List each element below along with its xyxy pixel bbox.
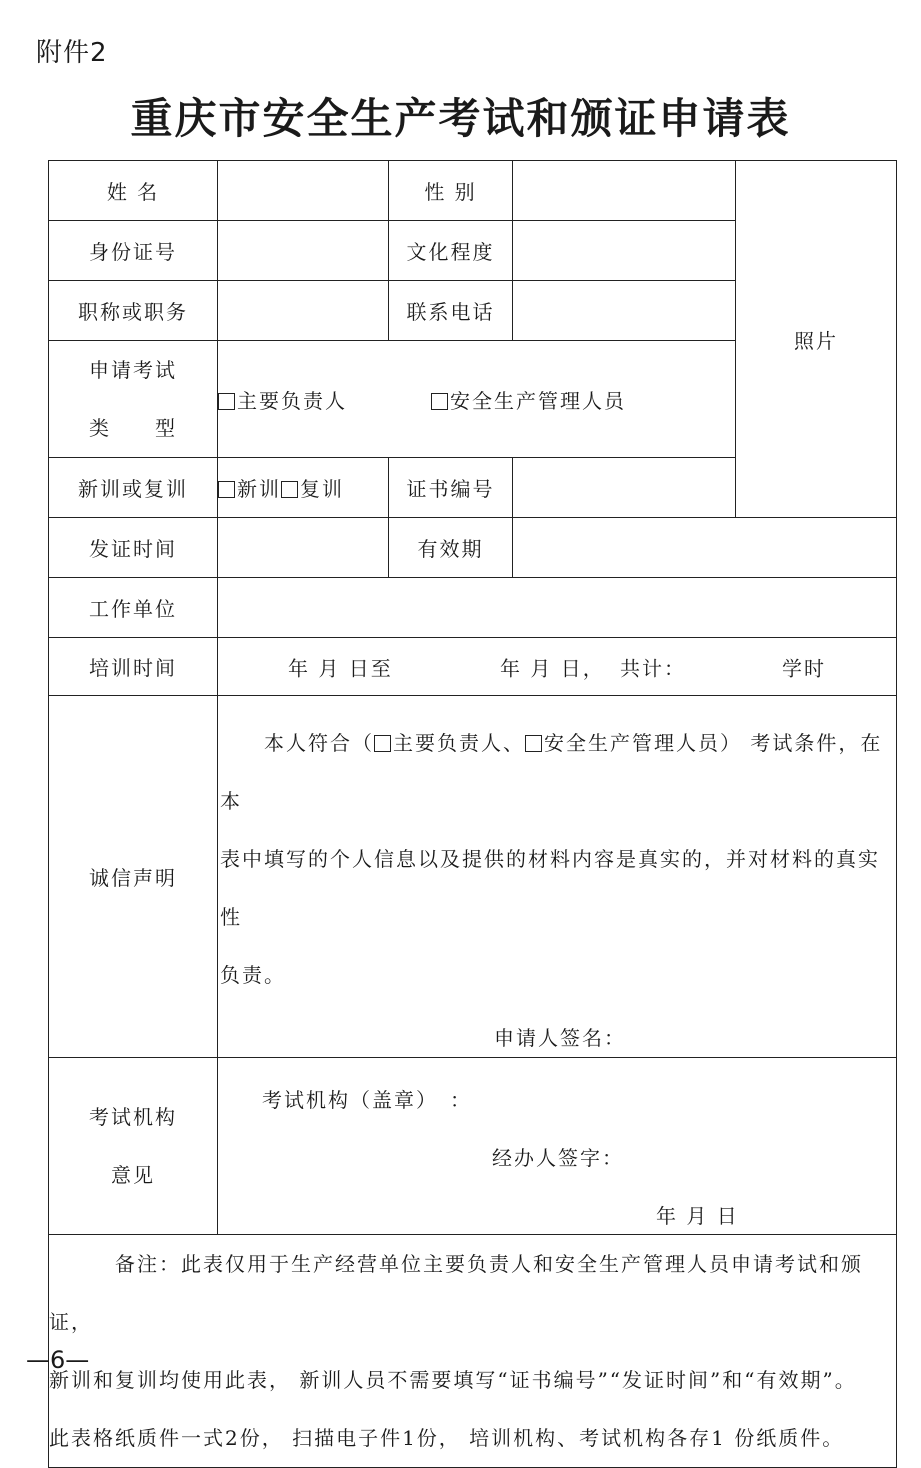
integrity-line2: 表中填写的个人信息以及提供的材料内容是真实的，并对材料的真实性 (220, 847, 880, 929)
phone-field[interactable] (513, 281, 736, 341)
remarks-line2: 新训和复训均使用此表， 新训人员不需要填写“证书编号”“发证时间”和“有效期”。 (49, 1368, 857, 1392)
page-number: —6— (26, 1346, 90, 1374)
renew-label: 新训或复训 (49, 458, 218, 518)
training-to: 年 月 日， (500, 656, 605, 680)
principal-option-label: 主要负责人 (237, 388, 347, 413)
exam-org-stamp-label: 考试机构（盖章） ： (262, 1088, 472, 1112)
issue-date-field[interactable] (218, 518, 389, 578)
remarks (49, 1235, 897, 1468)
training-total-label: 共计： (620, 656, 686, 680)
integrity-label: 诚信声明 (49, 696, 218, 1058)
exam-org-opinion-field[interactable] (218, 1058, 897, 1235)
retraining-checkbox[interactable] (281, 481, 298, 498)
training-time-label: 培训时间 (49, 638, 218, 696)
phone-label: 联系电话 (389, 281, 513, 341)
retraining-label: 复训 (300, 477, 344, 501)
name-label: 姓 名 (49, 161, 218, 221)
exam-date-label: 年 月 日 (656, 1204, 739, 1228)
document-title: 重庆市安全生产考试和颁证申请表 (130, 94, 791, 143)
issue-date-label: 发证时间 (49, 518, 218, 578)
remarks-line3: 此表格纸质件一式2份， 扫描电子件1份， 培训机构、考试机构各存1 份纸质件。 (49, 1426, 845, 1450)
employer-field[interactable] (218, 578, 897, 638)
id-number-label: 身份证号 (49, 221, 218, 281)
name-field[interactable] (218, 161, 389, 221)
remarks-line1: 备注：此表仅用于生产经营单位主要负责人和安全生产管理人员申请考试和颁证， (49, 1252, 863, 1334)
cert-number-label: 证书编号 (389, 458, 513, 518)
exam-type-label-line1: 申请考试 (89, 358, 177, 382)
handler-signature-label: 经办人签字： (492, 1146, 624, 1170)
employer-label: 工作单位 (49, 578, 218, 638)
safety-manager-checkbox[interactable] (431, 393, 448, 410)
new-training-checkbox[interactable] (218, 481, 235, 498)
integrity-principal-checkbox[interactable] (374, 735, 391, 752)
exam-type-options (218, 341, 736, 458)
exam-org-label-line1: 考试机构 (89, 1105, 177, 1129)
gender-label: 性 别 (389, 161, 513, 221)
valid-period-label: 有效期 (389, 518, 513, 578)
renew-options (218, 458, 389, 518)
training-time-field[interactable] (218, 638, 897, 696)
valid-period-field[interactable] (513, 518, 897, 578)
integrity-manager-checkbox[interactable] (525, 735, 542, 752)
exam-type-label-line2: 类 型 (89, 416, 177, 440)
cert-number-field[interactable] (513, 458, 897, 518)
education-label: 文化程度 (389, 221, 513, 281)
new-training-label: 新训 (237, 477, 281, 501)
position-label: 职称或职务 (49, 281, 218, 341)
training-from: 年 月 日至 (288, 656, 393, 680)
photo-label: 照片 (794, 328, 838, 353)
position-field[interactable] (218, 281, 389, 341)
integrity-line3: 负责。 (220, 963, 286, 987)
education-field[interactable] (513, 221, 736, 281)
integrity-line1: 本人符合（ 主要负责人、 安全生产管理人员） 考试条件，在本 (220, 731, 883, 813)
training-hours-unit: 学时 (782, 656, 826, 680)
attachment-label: 附件2 (36, 38, 108, 68)
principal-checkbox[interactable] (218, 393, 235, 410)
application-form-table (48, 160, 897, 1468)
gender-field[interactable] (513, 161, 736, 221)
id-number-field[interactable] (218, 221, 389, 281)
integrity-declaration (218, 696, 897, 1058)
exam-type-label (49, 341, 218, 458)
safety-manager-option-label: 安全生产管理人员 (450, 388, 626, 413)
exam-org-label-line2: 意见 (111, 1163, 155, 1187)
applicant-signature-label: 申请人签名： (494, 1026, 626, 1050)
exam-org-opinion-label (49, 1058, 218, 1235)
